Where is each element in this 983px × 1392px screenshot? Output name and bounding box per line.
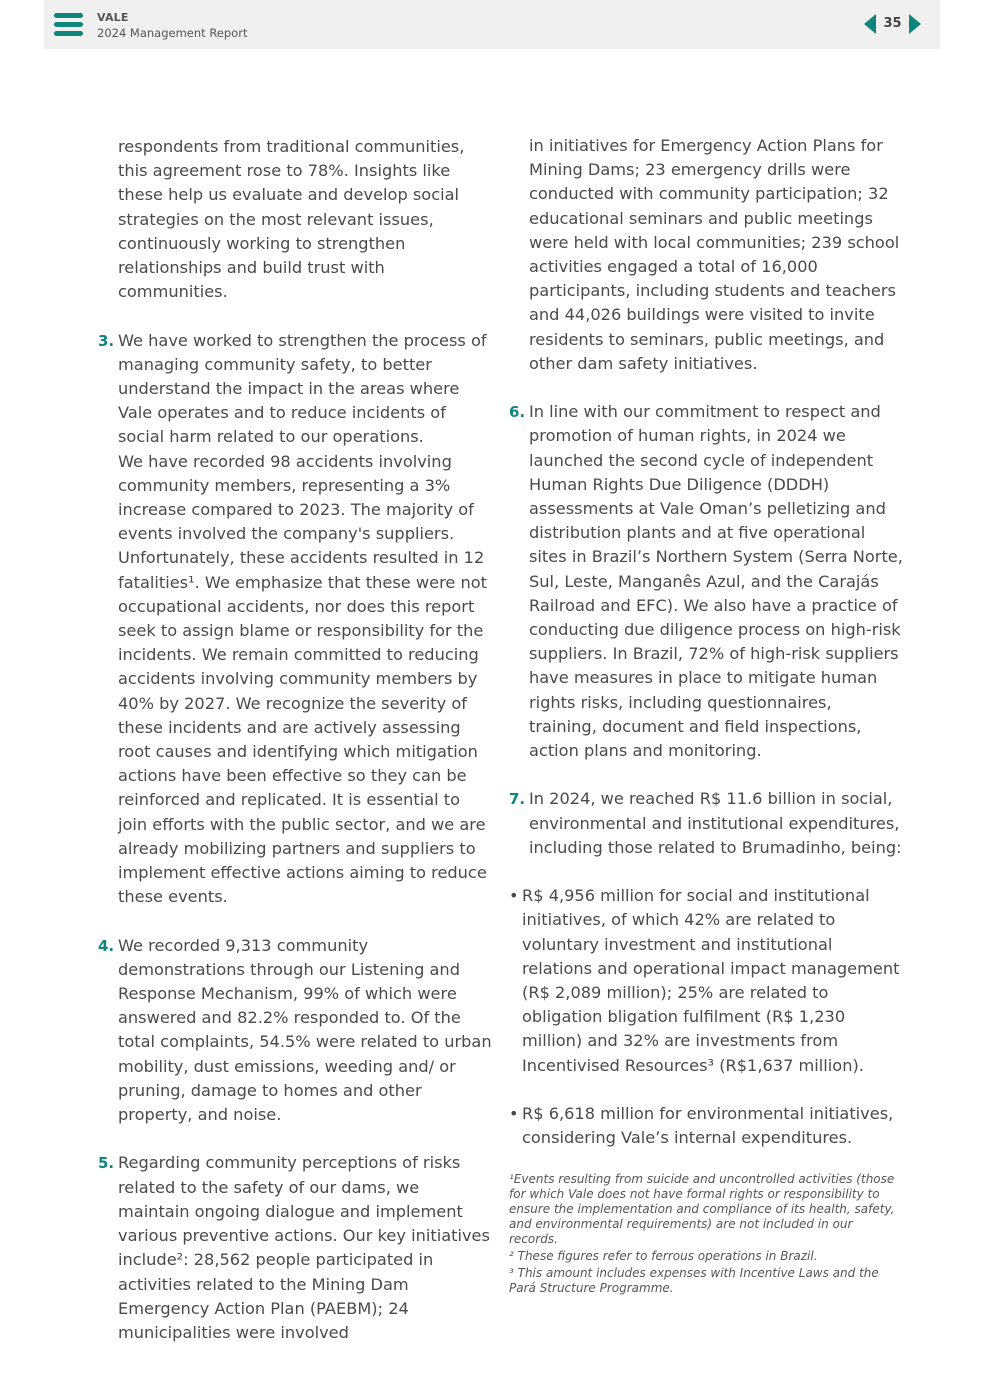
page-navigator — [864, 13, 924, 35]
report-title: 2024 Management Report — [97, 26, 248, 40]
left-intro-paragraph: respondents from traditional communities, this agreement rose to 78%. Insights like these help us evaluate and develop social strategies on the most relevant issues, continuously working to strengthen relationships and build trust with communities. — [118, 137, 465, 302]
left-column — [98, 135, 493, 1345]
item-number: 3. — [98, 331, 115, 350]
footnote-2: ² These figures refer to ferrous operations in Brazil. — [509, 1249, 818, 1264]
item-7-paragraph: In 2024, we reached R$ 11.6 billion in social, environmental and institutional expenditures, including those related to Brumadinho, being: — [529, 789, 902, 857]
right-intro-paragraph: in initiatives for Emergency Action Plans for Mining Dams; 23 emergency drills were conducted with community participation; 32 educational seminars and public meetings were held with local communities; 239 school activities engaged a total of 16,000 participants, including students and teachers and 44,026 buildings were visited to invite residents to seminars, public meetings, and other dam safety initiatives. — [529, 136, 900, 373]
top-bar — [44, 0, 940, 49]
bullet-social-initiatives — [509, 884, 904, 1078]
footnote-3: ³ This amount includes expenses with Incentive Laws and the Pará Structure Programme. — [509, 1266, 879, 1296]
footnotes — [509, 1172, 904, 1296]
item-number: 5. — [98, 1154, 115, 1173]
list-item-6 — [509, 400, 904, 763]
list-item-5 — [98, 1151, 493, 1345]
bullet-2-text: R$ 6,618 million for environmental initiatives, considering Vale’s internal expenditures. — [522, 1104, 894, 1148]
next-page-icon[interactable] — [909, 14, 921, 34]
previous-page-icon[interactable] — [864, 14, 876, 34]
brand-name: VALE — [97, 11, 129, 24]
item-number: 7. — [509, 790, 526, 809]
item-number: 6. — [509, 403, 526, 422]
item-number: 4. — [98, 936, 115, 955]
bullet-environmental-initiatives — [509, 1102, 904, 1150]
bullet-mark: • — [509, 1104, 519, 1124]
item-4-paragraph: We recorded 9,313 community demonstrations through our Listening and Response Mechanism, 99% of which were answered and 82.2% responded to. Of the total complaints, 54.5% were related to urban mobility, dust emissions, weeding and/ or pruning, damage to homes and other property, and noise. — [118, 935, 492, 1125]
item-3-paragraph-1: We have worked to strengthen the process of managing community safety, to better understand the impact in the areas where Vale operates and to reduce incidents of social harm related to our operations. — [118, 330, 487, 447]
bullet-mark: • — [509, 886, 519, 906]
right-column — [509, 134, 904, 1298]
list-item-4 — [98, 934, 493, 1128]
item-3-paragraph-2: We have recorded 98 accidents involving community members, representing a 3% increase compared to 2023. The majority of events involved the company's suppliers. Unfortunately, these accidents resulted in 12 fatalities¹. We emphasize that these were not occupational accidents, nor does this report seek to assign blame or responsibility for the incidents. We remain committed to reducing accidents involving community members by 40% by 2027. We recognize the severity of these incidents and are actively assessing root causes and identifying which mitigation actions have been effective so they can be reinforced and replicated. It is essential to join efforts with the public sector, and we are already mobilizing partners and suppliers to implement effective actions aiming to reduce these events. — [118, 451, 488, 907]
hamburger-menu-icon[interactable] — [54, 13, 83, 37]
bullet-1-text: R$ 4,956 million for social and institutional initiatives, of which 42% are related to voluntary investment and institutional relations and operational impact management (R$ 2,089 million); 25% are related to obligation bligation fulfilment (R$ 1,230 million) and 32% are investments from Incentivised Resources³ (R$1,637 million). — [522, 886, 900, 1075]
list-item-3 — [98, 329, 493, 910]
list-item-7 — [509, 787, 904, 860]
item-5-paragraph: Regarding community perceptions of risks related to the safety of our dams, we maintain ongoing dialogue and implement various preventive actions. Our key initiatives include²: 28,562 people participated in activities related to the Mining Dam Emergency Action Plan (PAEBM); 24 municipalities were involved — [118, 1153, 490, 1342]
page-number: 35 — [883, 16, 902, 31]
item-6-paragraph: In line with our commitment to respect and promotion of human rights, in 2024 we launched the second cycle of independent Human Rights Due Diligence (DDDH) assessments at Vale Oman’s pelletizing and distribution plants and at five operational sites in Brazil’s Northern System (Serra Norte, Sul, Leste, Manganês Azul, and the Carajás Railroad and EFC). We also have a practice of conducting due diligence process on high-risk suppliers. In Brazil, 72% of high-risk suppliers have measures in place to mitigate human rights risks, including questionnaires, training, document and field inspections, action plans and monitoring. — [529, 402, 903, 761]
footnote-1: ¹Events resulting from suicide and uncontrolled activities (those for which Vale does not have formal rights or responsibility to ensure the implementation and compliance of its health, safety, and environmental requirements) are not included in our records. — [509, 1172, 895, 1247]
